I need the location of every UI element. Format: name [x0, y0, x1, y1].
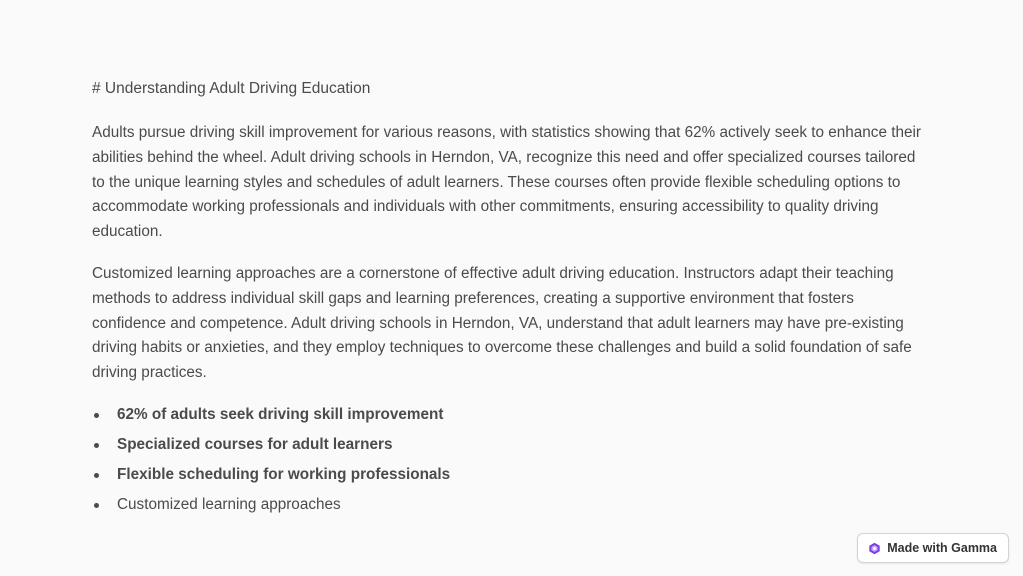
list-item — [92, 463, 932, 487]
badge-label: Made with Gamma — [887, 541, 997, 555]
list-item-text: 62% of adults seek driving skill improvement — [117, 405, 444, 423]
bullet-dot-icon — [94, 473, 99, 478]
list-item-text: Specialized courses for adult learners — [117, 435, 393, 453]
bullet-dot-icon — [94, 503, 99, 508]
list-item — [92, 493, 932, 517]
list-item — [92, 403, 932, 427]
made-with-gamma-button[interactable] — [857, 533, 1009, 563]
gamma-logo-icon — [868, 542, 881, 555]
page-title: # Understanding Adult Driving Education — [92, 80, 371, 97]
bullet-dot-icon — [94, 443, 99, 448]
list-item-text: Customized learning approaches — [117, 495, 341, 513]
list-item-text: Flexible scheduling for working professionals — [117, 465, 451, 483]
list-item — [92, 433, 932, 457]
document-content — [92, 77, 932, 523]
paragraph-intro: Adults pursue driving skill improvement for various reasons, with statistics showing that 62% actively seek to enhance their abilities behind the wheel. Adult driving schools in Herndon, VA, recognize this need and offer specialized courses tailored to the unique learning styles and schedules of adult learners. These courses often provide flexible scheduling options to accommodate working professionals and individuals with other commitments, ensuring accessibility to quality driving education. — [92, 124, 921, 241]
bullet-list — [92, 403, 932, 517]
paragraph-customized-learning: Customized learning approaches are a cornerstone of effective adult driving education. Instructors adapt their teaching methods to address individual skill gaps and learning preferences, creating a supportive environment that fosters confidence and competence. Adult driving schools in Herndon, VA, understand that adult learners may have pre-existing driving habits or anxieties, and they employ techniques to overcome these challenges and build a solid foundation of safe driving practices. — [92, 264, 912, 382]
bullet-dot-icon — [94, 413, 99, 418]
